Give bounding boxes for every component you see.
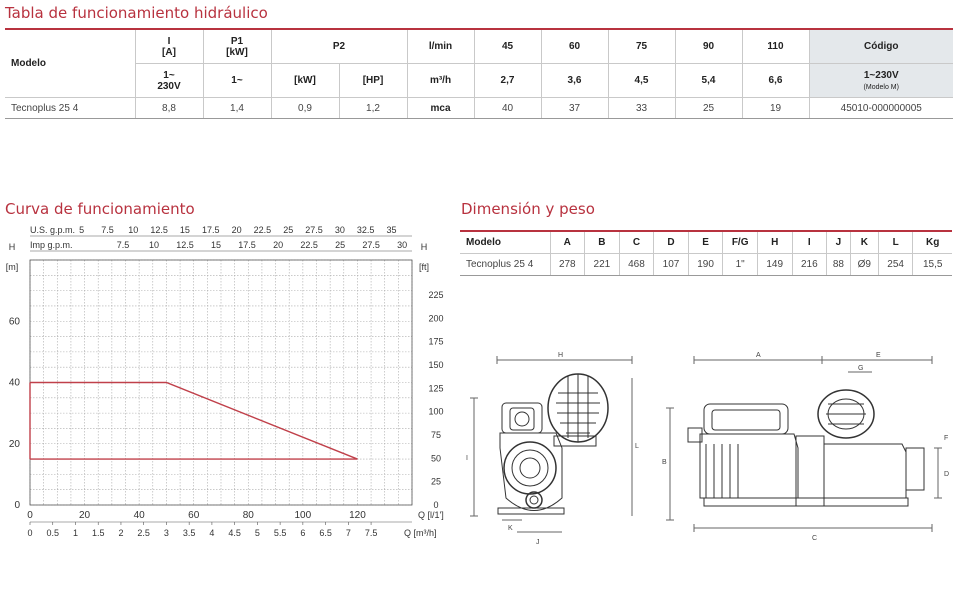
usgpm-tick-label: 32.5 — [356, 225, 375, 235]
dim-label-i: I — [466, 455, 468, 462]
impgpm-tick-label: 12.5 — [176, 240, 194, 250]
head-value-cell: 25 — [675, 98, 742, 119]
dim-value-cell: 190 — [688, 254, 723, 276]
dim-header-cell: F/G — [723, 231, 758, 254]
x-tick-m3h-label: 3 — [163, 528, 169, 538]
dim-label-k: K — [508, 525, 513, 532]
y-tick-ft-label: 225 — [428, 289, 444, 300]
dim-value-cell: 1" — [723, 254, 758, 276]
usgpm-tick-label: 27.5 — [305, 225, 323, 235]
usgpm-tick-label: 7.5 — [101, 225, 114, 235]
head-value-cell: 37 — [541, 98, 608, 119]
dim-header-cell: K — [850, 231, 878, 254]
dim-header-cell: Kg — [913, 231, 952, 254]
y-tick-ft-label: 0 — [433, 500, 439, 510]
usgpm-tick-label: 35 — [386, 225, 397, 235]
i-value-cell: 8,8 — [135, 98, 203, 119]
x-tick-m3h-label: 0 — [27, 528, 33, 538]
dim-label-l: L — [635, 443, 639, 450]
y-tick-m-label: 60 — [8, 316, 20, 328]
usgpm-tick-label: 5 — [79, 225, 85, 235]
dim-value-cell: 278 — [550, 254, 585, 276]
x-tick-lmin-label: 120 — [349, 510, 366, 521]
y-axis-h-label-right: H — [420, 242, 428, 252]
x-tick-lmin-label: 60 — [188, 510, 200, 521]
usgpm-tick-label: 22.5 — [253, 225, 272, 235]
x-tick-m3h-label: 0.5 — [46, 528, 59, 538]
x-tick-m3h-label: 4.5 — [228, 528, 241, 538]
mca-unit-cell: mca — [407, 98, 474, 119]
hydraulic-table — [5, 28, 953, 119]
usgpm-axis-label: U.S. g.p.m. — [30, 225, 76, 235]
flow-lmin-cell: 110 — [742, 29, 809, 64]
dim-value-cell: 221 — [585, 254, 620, 276]
dim-label-g: G — [858, 365, 864, 372]
dim-label-e: E — [876, 352, 881, 359]
y-tick-m-label: 40 — [8, 377, 20, 389]
dim-label-c: C — [812, 535, 818, 542]
impgpm-tick-label: 25 — [335, 240, 346, 250]
dim-header-cell: D — [654, 231, 689, 254]
curve-series-line — [30, 383, 357, 460]
x-axis-m3h-label: Q [m³/h] — [404, 528, 437, 538]
codigo-voltage-cell: 1~230V (Modelo M) — [809, 64, 953, 98]
y-tick-m-label: 0 — [14, 500, 20, 511]
kw-unit-cell: [kW] — [271, 64, 339, 98]
dim-label-b: B — [662, 459, 667, 466]
y-tick-ft-label: 150 — [428, 359, 444, 370]
impgpm-tick-label: 22.5 — [300, 240, 318, 250]
impgpm-tick-label: 15 — [211, 240, 222, 250]
flow-lmin-cell: 90 — [675, 29, 742, 64]
dim-value-cell: 88 — [827, 254, 851, 276]
chart-curve — [30, 383, 357, 460]
dim-label-d: D — [944, 471, 950, 478]
x-tick-lmin-label: 0 — [27, 510, 33, 521]
x-tick-m3h-label: 5.5 — [273, 528, 287, 538]
dim-header-cell: C — [619, 231, 654, 254]
dim-value-cell: Ø9 — [850, 254, 878, 276]
chart-grid — [30, 236, 412, 525]
flow-lmin-cell: 75 — [608, 29, 675, 64]
flow-lmin-cell: 60 — [541, 29, 608, 64]
impgpm-tick-label: 30 — [397, 240, 408, 250]
dim-header-cell: I — [792, 231, 827, 254]
i-voltage-cell: 1~ 230V — [135, 64, 203, 98]
usgpm-tick-label: 20 — [231, 225, 242, 235]
dim-value-cell: 468 — [619, 254, 654, 276]
dim-value-cell: Tecnoplus 25 4 — [460, 254, 550, 276]
p1-voltage-cell: 1~ — [203, 64, 271, 98]
x-tick-m3h-label: 7.5 — [364, 528, 378, 538]
x-tick-m3h-label: 7 — [345, 528, 351, 538]
flow-m3h-cell: 5,4 — [675, 64, 742, 98]
usgpm-tick-label: 17.5 — [201, 225, 220, 235]
dim-header-cell: A — [550, 231, 585, 254]
dim-header-cell: Modelo — [460, 231, 550, 254]
y-tick-ft-label: 200 — [428, 313, 444, 324]
dim-header-cell: L — [878, 231, 913, 254]
x-axis-lmin-label: Q [l/1'] — [418, 510, 444, 520]
head-value-cell: 19 — [742, 98, 809, 119]
impgpm-tick-label: 20 — [273, 240, 284, 250]
dim-label-j: J — [536, 539, 540, 546]
impgpm-tick-label: 27.5 — [362, 240, 380, 250]
pump-technical-drawing — [462, 348, 956, 558]
x-tick-m3h-label: 5 — [254, 528, 260, 538]
dim-label-a: A — [756, 352, 761, 359]
x-tick-m3h-label: 2.5 — [137, 528, 150, 538]
hydraulic-table-title: Tabla de funcionamiento hidráulico — [5, 4, 268, 22]
dimension-table — [460, 230, 952, 276]
p1-header: P1 [kW] — [203, 29, 271, 64]
flow-m3h-cell: 4,5 — [608, 64, 675, 98]
usgpm-tick-label: 15 — [179, 225, 190, 235]
code-value-cell: 45010-000000005 — [809, 98, 953, 119]
curve-title: Curva de funcionamiento — [5, 200, 195, 218]
chart-labels — [6, 225, 444, 538]
modelo-header: Modelo — [5, 29, 135, 98]
model-name-cell: Tecnoplus 25 4 — [5, 98, 135, 119]
impgpm-tick-label: 17.5 — [238, 240, 256, 250]
y-tick-ft-label: 75 — [430, 429, 442, 440]
dim-label-h: H — [558, 352, 564, 359]
x-tick-m3h-label: 3.5 — [182, 528, 196, 538]
impgpm-tick-label: 10 — [149, 240, 160, 250]
usgpm-tick-label: 25 — [283, 225, 294, 235]
x-tick-m3h-label: 4 — [209, 528, 215, 538]
dim-value-cell: 107 — [654, 254, 689, 276]
y-tick-ft-label: 125 — [428, 383, 444, 394]
m3h-header: m³/h — [407, 64, 474, 98]
x-tick-lmin-label: 40 — [133, 510, 145, 521]
dim-header-cell: H — [757, 231, 792, 254]
front-view — [470, 356, 632, 532]
x-tick-lmin-label: 20 — [79, 510, 91, 521]
head-value-cell: 40 — [474, 98, 541, 119]
y-axis-unit-ft: [ft] — [418, 262, 430, 272]
y-tick-m-label: 20 — [8, 438, 20, 450]
usgpm-tick-label: 30 — [334, 225, 345, 235]
x-tick-m3h-label: 6 — [300, 528, 306, 538]
dim-value-cell: 254 — [878, 254, 913, 276]
dimension-title: Dimensión y peso — [461, 200, 595, 218]
x-tick-lmin-label: 100 — [294, 510, 312, 521]
x-tick-m3h-label: 1.5 — [91, 528, 105, 538]
dim-value-cell: 216 — [792, 254, 827, 276]
x-tick-m3h-label: 2 — [118, 528, 124, 538]
y-axis-h-label: H — [8, 242, 16, 252]
y-tick-ft-label: 100 — [428, 406, 444, 417]
y-tick-ft-label: 25 — [430, 476, 442, 487]
dim-value-cell: 149 — [757, 254, 792, 276]
side-view — [666, 356, 942, 532]
dim-header-cell: J — [827, 231, 851, 254]
i-header: I [A] — [135, 29, 203, 64]
y-axis-unit-m: [m] — [5, 262, 19, 272]
y-tick-ft-label: 175 — [428, 336, 444, 347]
impgpm-axis-label: Imp g.p.m. — [30, 240, 73, 250]
head-value-cell: 33 — [608, 98, 675, 119]
dim-header-cell: E — [688, 231, 723, 254]
hp-unit-cell: [HP] — [339, 64, 407, 98]
impgpm-tick-label: 7.5 — [116, 240, 130, 250]
x-tick-m3h-label: 1 — [72, 528, 78, 538]
p2-header: P2 — [271, 29, 407, 64]
usgpm-tick-label: 10 — [128, 225, 139, 235]
usgpm-tick-label: 12.5 — [150, 225, 168, 235]
performance-curve-chart — [0, 222, 450, 552]
p1-value-cell: 1,4 — [203, 98, 271, 119]
flow-m3h-cell: 3,6 — [541, 64, 608, 98]
y-tick-ft-label: 50 — [430, 453, 442, 464]
dim-label-f: F — [944, 435, 949, 442]
lmin-header: l/min — [407, 29, 474, 64]
flow-m3h-cell: 2,7 — [474, 64, 541, 98]
codigo-header: Código — [809, 29, 953, 64]
flow-lmin-cell: 45 — [474, 29, 541, 64]
dim-value-cell: 15,5 — [913, 254, 952, 276]
flow-m3h-cell: 6,6 — [742, 64, 809, 98]
p2-hp-value-cell: 1,2 — [339, 98, 407, 119]
x-tick-m3h-label: 6.5 — [319, 528, 332, 538]
dim-header-cell: B — [585, 231, 620, 254]
p2-kw-value-cell: 0,9 — [271, 98, 339, 119]
x-tick-lmin-label: 80 — [242, 510, 254, 521]
